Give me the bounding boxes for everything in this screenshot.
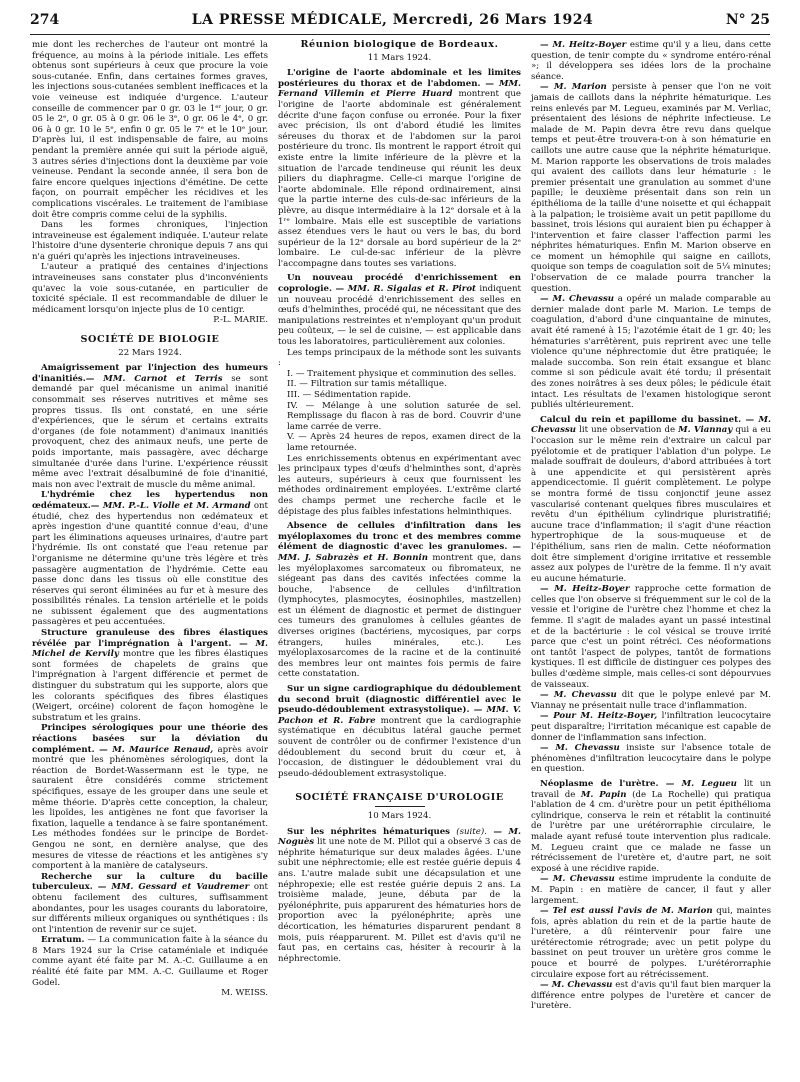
- list-item: I. — Traitement physique et comminution des selles.: [287, 368, 517, 379]
- issue-number: N° 25: [725, 12, 770, 28]
- article: [278, 684, 521, 779]
- method-steps: [278, 369, 521, 454]
- article-authors: — M. Michel de Kervily: [32, 638, 268, 660]
- article-text: montrent que l'origine de l'aorte abdominale est généralement décrite d'une façon confuse ou erronée. Pour la fixer avec précision, ils ont d'abord étudié les limites séreuses du thorax et de l'abdomen sur la paroi postérieure du tronc. Ils montrent le rapport étroit qui existe entre la limite inférieure de la plèvre et la situation de l'arcade tendineuse qui réunit les deux piliers du diaphragme. Celle-ci marque l'origine de l'aorte abdominale. Elle répond ordinairement, ainsi que la partie interne des culs-de-sac inférieurs de la plèvre, au disque intermédiaire à la 12ᵉ dorsale et à la 1ʳᵉ lombaire. Mais elle est susceptible de variations assez étendues vers le haut ou vers le bas, du bord supérieur de la 12ᵉ dorsale au bord supérieur de la 2ᵉ lombaire. Le cul-de-sac inférieur de la plèvre l'accompagne dans toutes ses variations.: [278, 89, 522, 269]
- article-title: Calcul du rein et papillome du bassinet.: [540, 414, 742, 425]
- article-authors: — MM. P.-L. Violle et M. Armand: [90, 500, 251, 511]
- column-2: [278, 40, 521, 964]
- article-authors: M. Papin: [580, 789, 627, 800]
- article-authors: — M. Chevassu: [531, 414, 771, 436]
- article-title: Structure granuleuse des fibres élastiques révélée par l'imprégnation à l'argent.: [32, 628, 268, 649]
- list-item: III. — Sédimentation rapide.: [287, 390, 411, 400]
- article-title: Amaigrissement par l'injection des humeurs d'inanitiés.: [32, 363, 268, 384]
- page-header: [30, 12, 770, 32]
- paragraph-text: estime imprudente la conduite de M. Papin : en matière de cancer, il faut y aller largement.: [531, 874, 771, 906]
- paragraph-text: l'infiltration leucocytaire peut disparaître; l'irritation mécanique est capable de donner de l'inflammation sans infection.: [531, 711, 771, 743]
- article: [32, 490, 268, 628]
- article-title: Principes sérologiques pour une théorie des réactions basées sur la déviation du complément.: [32, 723, 268, 755]
- section-rule: [375, 806, 425, 807]
- signature: M. WEISS.: [221, 988, 268, 999]
- header-rule: [30, 34, 770, 35]
- article-title: Un nouveau procédé d'enrichissement en coprologie.: [278, 273, 521, 295]
- paragraph: Les enrichissements obtenus en expérimentant avec les principaux types d'œufs d'helminthes sont, d'après les auteurs, supérieurs à ceux que fournissent les méthodes ordinairement employées. L'extrême clarté des champs permet une recherche facile et le dépistage des plus faibles infestations helminthiques.: [278, 453, 521, 517]
- speaker: — M. Chevassu: [540, 743, 620, 754]
- paragraph: [531, 690, 771, 711]
- article: [278, 827, 521, 965]
- speaker: — M. Heitz-Boyer: [540, 584, 630, 595]
- list-item: V. — Après 24 heures de repos, examen direct de la lame retournée.: [287, 432, 521, 453]
- paragraph: [531, 294, 771, 411]
- section-date: 10 Mars 1924.: [367, 810, 432, 821]
- paragraph: [531, 82, 771, 294]
- speaker: — M. Chevassu: [540, 294, 615, 305]
- article-text: montrent que la cardiographie systématique en décubitus latéral gauche permet souvent de contrôler ou de confirmer l'existence d'un dédoublement du second bruit du cœur et, à l'occasion, de distinguer le dédoublement vrai du pseudo-dédoublement extrasystolique.: [278, 715, 521, 779]
- signature: P.-L. MARIE.: [213, 315, 268, 326]
- article-authors: — MM. J. Sabrazès et H. Bonnin: [278, 542, 521, 563]
- article: [32, 723, 268, 871]
- article-authors: — M. Legueu: [658, 778, 737, 789]
- article-text: se sont demandé par quel mécanisme un animal inanitié consommait ses réserves nutritives et même ses propres tissus. Ils ont constaté, en une série d'expériences, que le sérum et certains extraits d'organes (de foie notamment) d'animaux inanitiés provoquent, chez des animaux neufs, une perte de poids importante, mais passagère, avec décharge simultanée d'urée dans l'urine. L'expérience réussit même avec l'extrait désalbuminé de foie d'inanitié, mais non avec l'extrait de muscle du même animal.: [32, 373, 268, 490]
- paragraph: L'auteur a pratiqué des centaines d'injections intraveineuses sans constater plus d'inconvénients qu'avec la voie sous-cutanée, en particulier de toxicité spéciale. Il est recommandable de diluer le médicament lorsqu'on injecte plus de 10 centigr.: [32, 262, 268, 315]
- journal-title: LA PRESSE MÉDICALE, Mercredi, 26 Mars 1924: [191, 12, 594, 28]
- section-heading: SOCIÉTÉ DE BIOLOGIE: [80, 334, 220, 346]
- article-title: L'origine de l'aorte abdominale et les limites postérieures du thorax et de l'abdomen.: [278, 68, 521, 89]
- paragraph-text: persiste à penser que l'on ne voit jamais de caillots dans la néphrite hématurique. Les reins enlevés par M. Legueu, examinés par M. Verliac, présentaient des lésions de néphrite infectieuse. Le malade de M. Papin devra être revu dans quelque temps et peut-être trouvera-t-on à son hématurie en caillots une autre cause que la néphrite hématurique. M. Marion rapporte les observations de trois malades qui avaient des caillots dans leur hématurie : le premier présentait une granulation au sommet d'une papille; le deuxième présentait dans son rein un épithélioma de la taille d'une noisette et qui échappait à la palpation; le troisième avait un petit papillome du bassinet, trois lésions qui auraient bien pu échapper à l'intervention et faire classer l'affection parmi les néphrites hématuriques. Enfin M. Marion observe en ce moment un hémophile qui saigne en caillots, quoique son temps de coagulation soit de 5¼ minutes; l'observation de ce malade pourra trancher la question.: [531, 82, 771, 294]
- section-heading: SOCIÉTÉ FRANÇAISE D'UROLOGIE: [295, 792, 504, 804]
- paragraph: [531, 874, 771, 906]
- paragraph: Dans les formes chroniques, l'injection intraveineuse est également indiquée. L'auteur relate l'histoire d'une dysenterie chronique depuis 7 ans qui n'a guéri qu'après les injections intraveineuses.: [32, 220, 268, 262]
- paragraph-text: insiste sur l'absence totale de phénomènes d'infiltration leucocytaire dans le polype en question.: [531, 743, 771, 775]
- section-date: 11 Mars 1924.: [367, 52, 432, 63]
- article-text: qui a eu l'occasion sur le même rein d'extraire un calcul par pyélotomie et de pratiquer l'ablation d'un polype. Le malade souffrait de douleurs, d'abord attribuées à tort à une appendicite et qui persistèrent après appendicectomie. Il guérit complètement. Le polype se montra formé de tissu conjonctif jeune assez vascularisé contenant quelques fibres musculaires et revêtu d'un épithélium cylindrique pluristratifié; aucune trace d'inflammation; il s'agit d'une réaction hypertrophique de la sous-muqueuse et de l'épithélium, sans rien de malin. Cette néoformation doit être simplement d'origine irritative et ressemble assez aux polypes de l'urètre de la femme. Il n'y avait eu aucune hématurie.: [531, 425, 771, 584]
- article-authors: — M. Noguès: [278, 826, 521, 848]
- paragraph: [531, 980, 771, 1012]
- paragraph: [531, 711, 771, 743]
- speaker: — M. Chevassu: [540, 980, 613, 991]
- paragraph: [531, 743, 771, 775]
- article: [531, 779, 771, 874]
- article-text: après avoir montré que les phénomènes sérologiques, dont la réaction de Bordet-Wassermann est le type, ne sauraient être considérés comme strictement spécifiques, essaye de les grouper dans une seule et même théorie. D'après cette conception, la chaleur, les lipoïdes, les antigènes ne font que favoriser la fixation, laquelle a tendance à se faire spontanément. Les méthodes fondées sur le principe de Bordet-Gengou ne sont, en dernière analyse, que des mesures de vitesse de réactions et les antigènes s'y comportent à la manière de catalyseurs.: [32, 744, 269, 872]
- article-authors: M. Viannay: [678, 425, 733, 436]
- erratum-title: Erratum.: [41, 935, 85, 946]
- section-heading: Réunion biologique de Bordeaux.: [300, 39, 499, 50]
- article-suite: (suite).: [450, 826, 487, 837]
- speaker: — M. Marion: [540, 82, 607, 93]
- article-text: ont obtenu facilement des cultures, suffisamment abondantes, pour les usages courants du laboratoire, sur différents milieux organiques ou synthétiques : ils ont l'intention de revenir sur ce sujet.: [32, 882, 268, 935]
- article-text: lit une observation de: [576, 425, 679, 436]
- article: [32, 628, 268, 723]
- article-title: Sur les néphrites hématuriques: [287, 826, 451, 837]
- list-item: IV. — Mélange à une solution saturée de sel. Remplissage du flacon à ras de bord. Couvrir d'une lame carrée de verre.: [287, 400, 521, 432]
- column-1: [32, 40, 268, 999]
- article-authors: — MM. V. Pachon et R. Fabre: [278, 705, 521, 726]
- article-text: montre que les fibres élastiques sont formées de chapelets de grains que l'imprégnation à l'argent différencie et permet de distinguer du substratum qui les supporte, alors que les colorants spécifiques des fibres élastiques (Weigert, orcéine) colorent de façon homogène le substratum et les grains.: [32, 649, 269, 723]
- paragraph-text: estime qu'il y a lieu, dans cette question, de tenir compte du « syndrome entéro-rénal »; il développera ses idées lors de la prochaine séance.: [531, 40, 771, 82]
- section-date: 22 Mars 1924.: [118, 347, 182, 358]
- paragraph: [531, 40, 771, 82]
- article: [32, 363, 268, 490]
- article-text: (de La Rochelle) qui pratiqua l'ablation de 4 cm. d'urètre pour un petit épithélioma cylindrique, conserva le rein et rétablit la continuité de l'urètre par une urétérorraphie circulaire, le malade ayant refusé toute intervention plus radicale. M. Legueu craint que ce malade ne fasse un rétrécissement de l'uretère et, d'autre part, ne soit exposé à une récidive rapide.: [531, 789, 771, 874]
- paragraph-text: dit que le polype enlevé par M. Viannay ne présentait nulle trace d'inflammation.: [531, 690, 772, 711]
- paragraph: [531, 906, 771, 980]
- speaker: — M. Chevassu: [540, 690, 617, 701]
- article-title: Recherche sur la culture du bacille tuberculeux.: [32, 871, 268, 893]
- article-title: Sur un signe cardiographique du dédoublement du second bruit (diagnostic différentiel avec le pseudo-dédoublement extrasystolique).: [278, 684, 521, 716]
- speaker: — M. Chevassu: [540, 874, 615, 885]
- article: [278, 68, 521, 269]
- article-title: Néoplasme de l'urètre.: [540, 778, 659, 789]
- article-text: indiquent un nouveau procédé d'enrichissement des selles en œufs d'helminthes, procédé qui, ne nécessitant que des manipulations restreintes et n'employant qu'un produit peu coûteux, — le sel de cuisine, — est applicable dans tous les laboratoires, particulièrement aux colonies.: [278, 284, 522, 348]
- article-authors: — MM. Carnot et Terris: [85, 373, 223, 384]
- erratum: [32, 935, 268, 988]
- article: [278, 273, 521, 347]
- article: [531, 415, 771, 585]
- list-item: II. — Filtration sur tamis métallique.: [287, 379, 447, 390]
- article-text: lit une note de M. Pillot qui a observé 3 cas de néphrite hématurique sur deux malades âgées. L'une subit une néphrectomie; elle est restée guérie depuis 4 ans. L'autre malade subit une décapsulation et une néphropexie; elle est restée guérie depuis 2 ans. La troisième malade, jeune, débuta par de la pyélonéphrite, puis apparurent des hématuries hors de proportion avec la pyélonéphrite; après une décortication, les hématuries disparurent pendant 8 mois, puis réapparurent. M. Pillet est d'avis qu'il ne faut pas, en certains cas, hésiter à recourir à la néphrectomie.: [278, 837, 521, 964]
- speaker: — Tel est aussi l'avis de M. Marion: [540, 906, 713, 917]
- paragraph-text: est d'avis qu'il faut bien marquer la différence entre polypes de l'uretère et cancer de l'uretère.: [531, 980, 771, 1012]
- article-title: Absence de cellules d'infiltration dans les myéloplaxomes du tronc et des membres comme élément de diagnostic d'avec les granulomes.: [278, 521, 521, 553]
- article-text: lit un travail de: [531, 778, 772, 800]
- speaker: — Pour M. Heitz-Boyer,: [540, 711, 658, 722]
- article-authors: — MM. R. Sigalas et R. Pirot: [331, 284, 477, 295]
- paragraph: Les temps principaux de la méthode sont les suivants :: [278, 347, 521, 369]
- article: [278, 521, 521, 680]
- article-text: montrent que, dans les myéloplaxomes sarcomateux ou fibromateux, ne siégeant pas dans des cavités infectées comme la bouche, l'absence de cellules d'infiltration (lymphocytes, plasmocytes, éosinophiles, mastzellen) est un élément de diagnostic et permet de distinguer ces tumeurs des granulomes à cellules géantes de diverses origines (bactériens, mycosiques, par corps étrangers, huiles minérales, etc.). Les myéloplaxosarcomes de la racine et de la continuité des membres leur ont maintes fois permis de faire cette constatation.: [278, 552, 521, 680]
- article-text: ont étudié, chez des hypertendus non œdémateux et après ingestion d'une quantité connue d'eau, d'une part les éliminations aqueuses urinaires, d'autre part l'hydrémie. Ils ont constaté que l'eau retenue par l'organisme ne détermine qu'une très légère et très passagère augmentation de l'hydrémie. Cette eau passe donc dans les tissus où elle constitue des réserves qui seront éliminées au fur et à mesure des possibilités rénales. La tension artérielle et le poids ne subissent également que des augmentations passagères et peu accentuées.: [32, 500, 268, 628]
- page-number: 274: [30, 12, 60, 28]
- article-title: L'hydrémie chez les hypertendus non œdémateux.: [32, 490, 268, 511]
- article: [32, 872, 268, 936]
- speaker: — M. Heitz-Boyer: [540, 40, 627, 50]
- paragraph: [531, 584, 771, 690]
- article-authors: — MM. Gessard et Vaudremer: [92, 882, 250, 893]
- article-authors: — MM. Fernand Villemin et Pierre Huard: [278, 78, 521, 100]
- paragraph-text: qui, maintes fois, après ablation du rein et de la partie haute de l'uretère, a dû réintervenir pour faire une urétérectomie rétrograde; avec un petit polype du bassinet on peut trouver un urètère gros comme le pouce et bourré de polypes. L'urétérorraphie circulaire expose fort au rétrécissement.: [531, 906, 771, 980]
- paragraph: mie dont les recherches de l'auteur ont montré la fréquence, au moins à la période initiale. Les effets obtenus sont supérieurs à ceux que procure la voie sous-cutanée. Enfin, dans certaines formes graves, les injections sous-cutanées semblent inefficaces et la voie veineuse est indiquée d'urgence. L'auteur conseille de commencer par 0 gr. 03 le 1ᵉʳ jour, 0 gr. 05 le 2ᵉ, 0 gr. 05 à 0 gr. 06 le 3ᵉ, 0 gr. 06 le 4ᵉ, 0 gr. 06 à 0 gr. 10 le 5ᵉ, enfin 0 gr. 05 le 7ᵉ et le 10ᵉ jour. D'après lui, il est indispensable de faire, au moins pendant la première année qui suit la période aiguë, 3 autres séries d'injections dont la deuxième par voie veineuse. Pendant la seconde année, il sera bon de faire encore quelques injections d'émétine. De cette façon, on pourrait empêcher les récidives et les complications viscérales. Le traitement de l'amibiase doit être compris comme celui de la syphilis.: [32, 40, 268, 220]
- paragraph-text: rapproche cette formation de celles que l'on observe si fréquemment sur le col de la vessie et l'origine de l'urètre chez l'homme et chez la femme. Il s'agit de malades ayant un passé intestinal et de la bactériurie : le col vésical se trouve irrité parce que c'est un point rétréci. Ces néoformations ont tantôt l'aspect de polypes, tantôt de formations kystiques. Il est difficile de distinguer ces polypes des bulles d'œdème simple, mais celles-ci sont dépourvues de vaisseaux.: [531, 584, 771, 690]
- article-authors: — M. Maurice Renaud,: [94, 744, 214, 755]
- column-3: [531, 40, 771, 1012]
- erratum-text: — La communication faite à la séance du 8 Mars 1924 sur la Crise cataméniale et indiquée comme ayant été faite par M. A.-C. Guillaume a en réalité été faite par MM. A.-C. Guillaume et Roger Godel.: [32, 935, 268, 988]
- paragraph-text: a opéré un malade comparable au dernier malade dont parle M. Marion. Le temps de coagulation, d'abord d'une cinquantaine de minutes, avait été ramené à 15; l'azotémie était de 1 gr. 40; les hématuries s'arrêtèrent, puis reprirent avec une telle violence qu'une néphrectomie dut être pratiquée; le malade succomba. Son rein était exsangue et blanc comme si son pédicule avait été tordu; il présentait des zones noirâtres à ses deux pôles; le pédicule était intact. Les résultats de l'examen histologique seront publiés ultérieurement.: [531, 294, 771, 411]
